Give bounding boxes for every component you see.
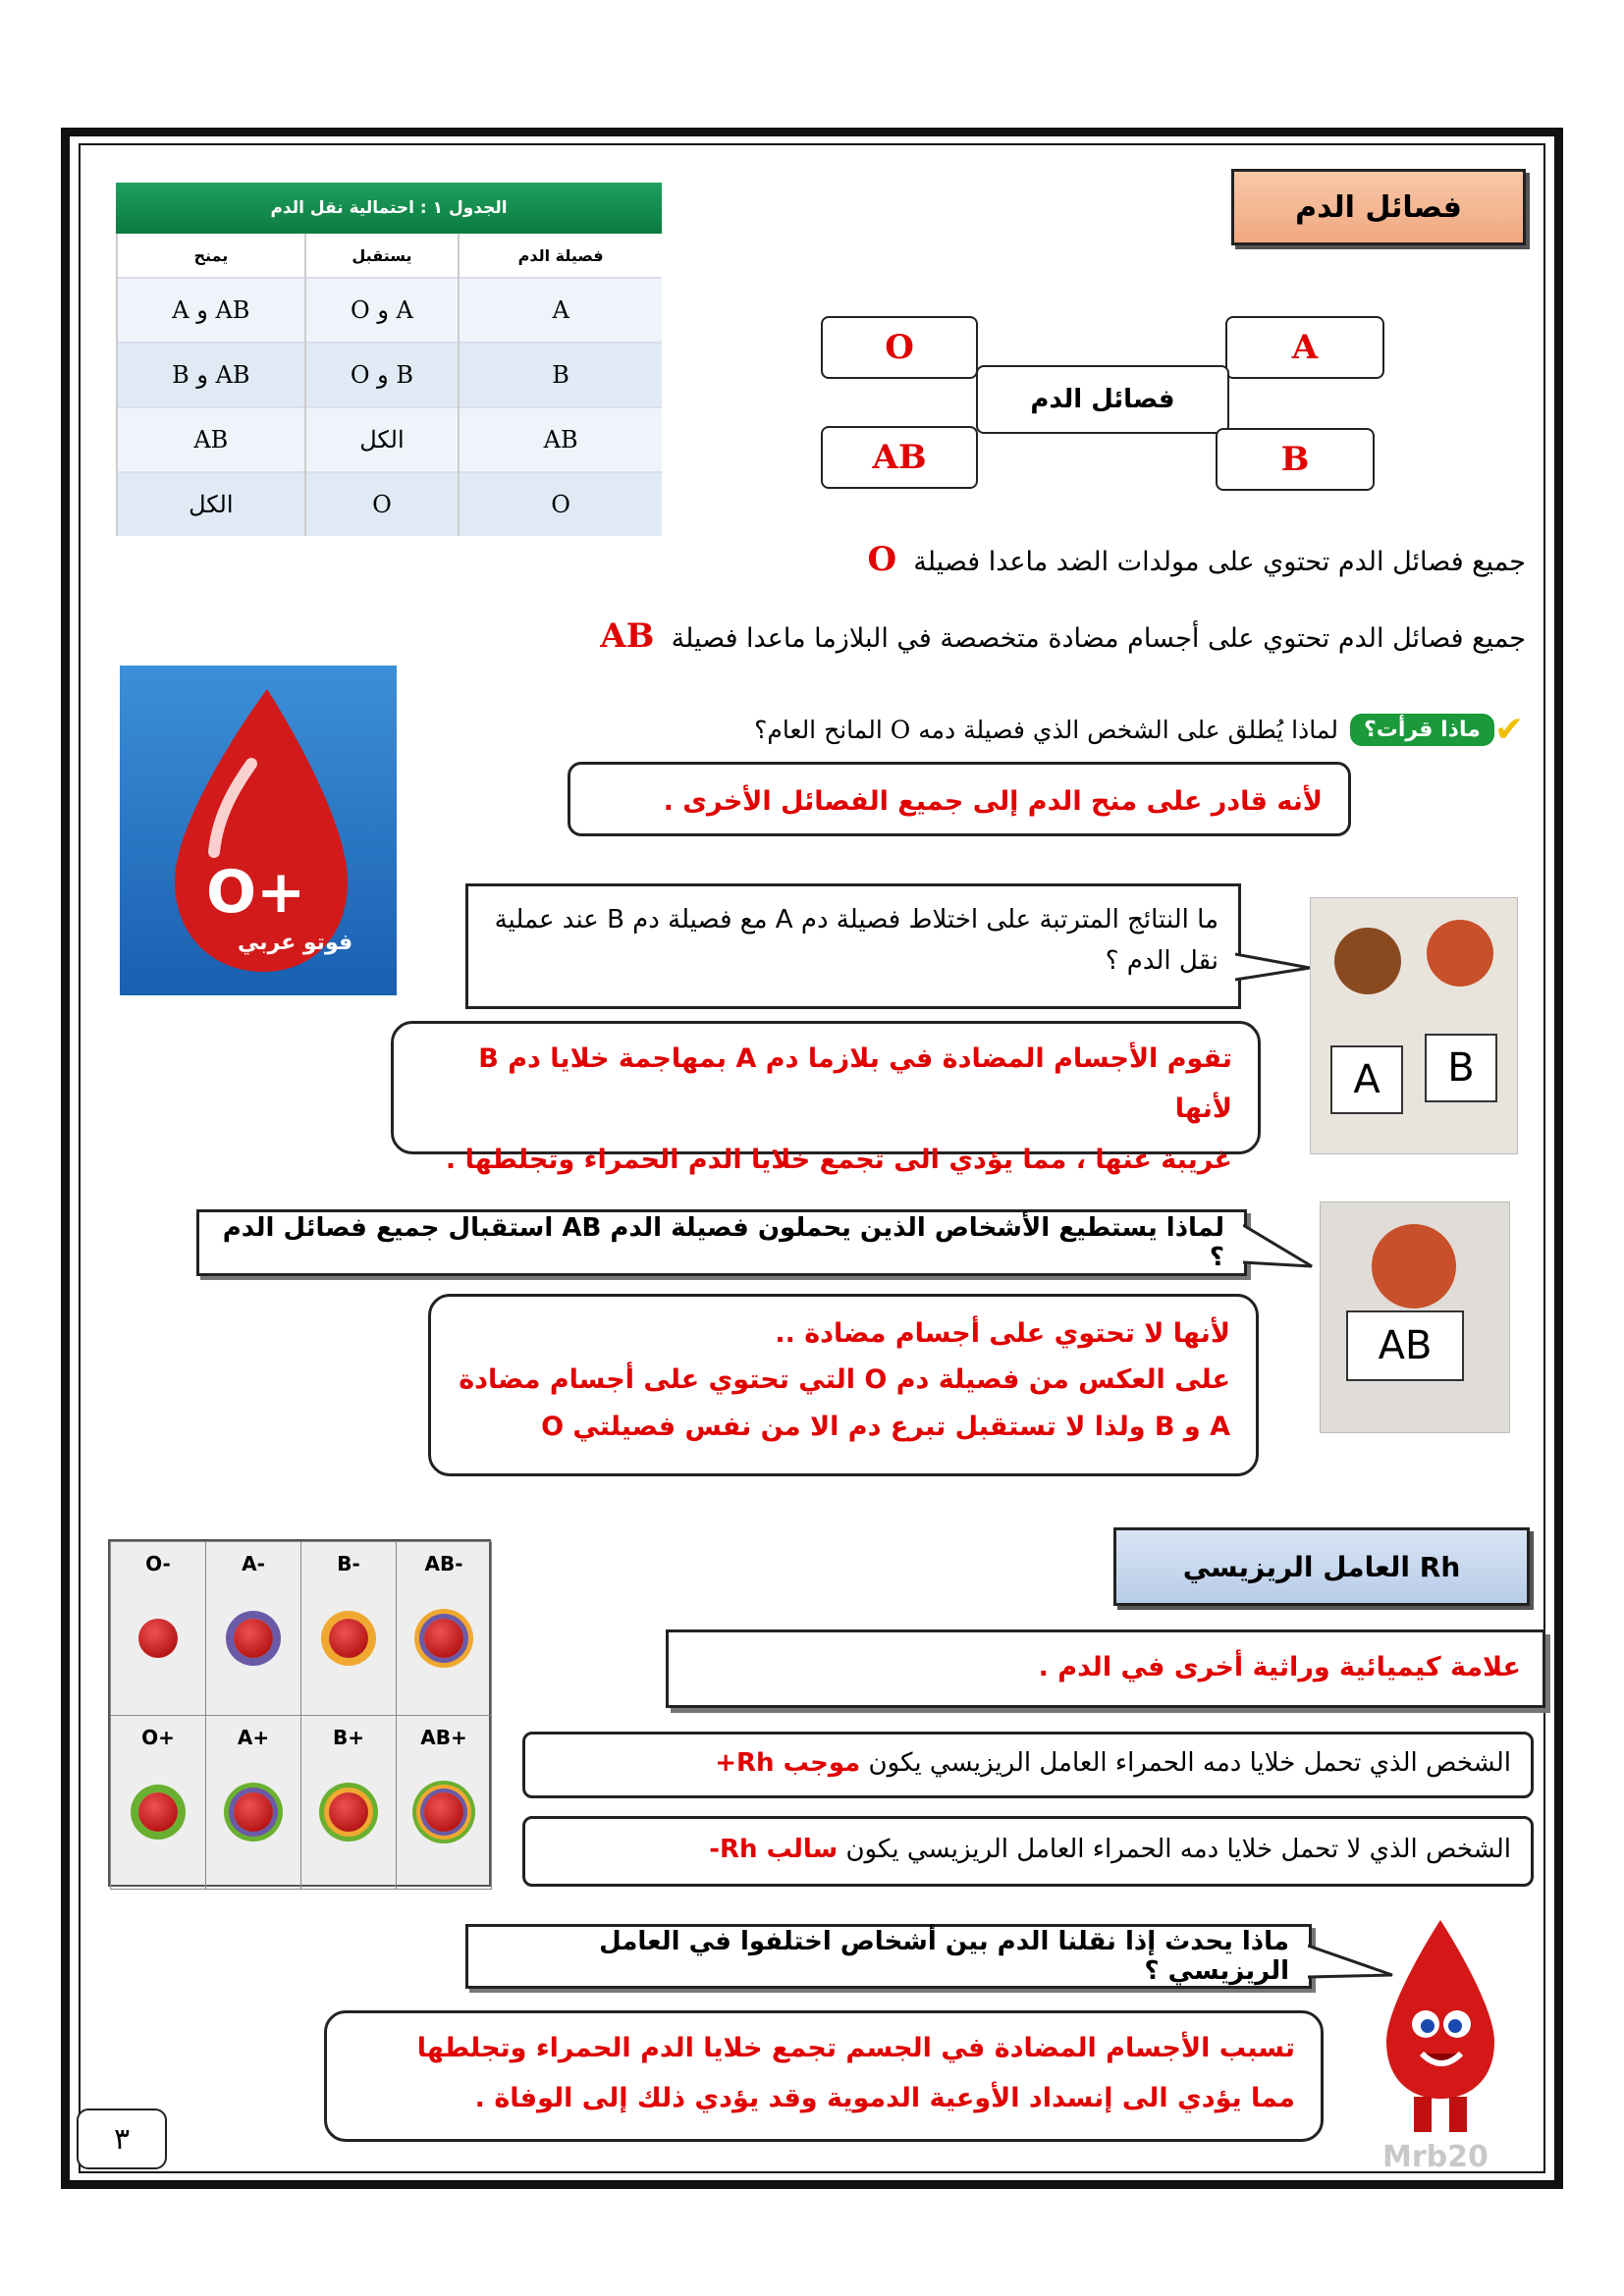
answer-line: غريبة عنها ، مما يؤدي الى تجمع خلايا الدم الحمراء وتجلطها . [445,1144,1232,1175]
rh-section-title: العامل الريزيسي Rh [1113,1527,1530,1606]
table-row [117,407,662,472]
rh-negative [522,1816,1534,1887]
cell-label: B+ [332,1726,364,1749]
transfusion-table [116,183,662,526]
table-cell: الكل [305,407,460,472]
answer-line: على العكس من فصيلة دم O التي تحتوي على أجسام مضادة [459,1364,1230,1396]
table-cell: AB [117,407,305,472]
reading-check-badge: ماذا قرأت؟ [1350,714,1494,746]
table-cell: B [459,343,662,407]
table-title: الجدول ١ : احتمالية نقل الدم [116,183,662,234]
rh-positive-text: الشخص الذي تحمل خلايا دمه الحمراء العامل الريزيسي يكون [868,1748,1511,1778]
table-cell: AB و A [117,278,305,343]
blood-type-ab: AB [821,426,978,489]
cell-label: AB- [424,1552,463,1575]
answer-line: A و B ولذا لا تستقبل تبرع دم الا من نفس فصيلتي O [541,1411,1230,1442]
grid-cell [110,1541,206,1716]
table-cell: O [305,472,460,536]
grid-cell [205,1715,301,1890]
q1-answer [391,1021,1261,1175]
kid-ab-illustration [1320,1201,1510,1433]
table-cell: A [459,278,662,343]
statement-text: جميع فصائل الدم تحتوي على مولدات الضد ماعدا فصيلة [913,547,1526,577]
blood-drop-mascot-icon [1367,1914,1514,2140]
card-ab: AB [1346,1310,1464,1381]
blood-type-a: A [1225,316,1384,379]
table-cell: O [459,472,662,536]
q2-pointer [1243,1223,1316,1272]
drop-label: O+ [206,858,306,927]
grid-cell [300,1715,397,1890]
cell-label: B- [337,1552,360,1575]
check-icon: ✔ [1493,709,1524,750]
card-a: A [1330,1045,1403,1114]
cell-label: A+ [237,1726,270,1749]
rh-definition: علامة كيميائية وراثية أخرى في الدم . [666,1629,1545,1708]
answer-line: تقوم الأجسام المضادة في بلازما دم A بمهاجمة خلايا دم B لأنها [478,1043,1232,1125]
rh-negative-text: الشخص الذي لا تحمل خلايا دمه الحمراء العامل الريزيسي يكون [845,1835,1511,1864]
grid-cell [110,1715,206,1890]
statement-text: جميع فصائل الدم تحتوي على أجسام مضادة متخصصة في البلازما ماعدا فصيلة [671,623,1526,654]
rh-blood-cells-grid [108,1539,491,1887]
statement-highlight: AB [600,616,655,656]
answer-line: لأنها لا تحتوي على أجسام مضادة .. [775,1318,1230,1349]
section-title: فصائل الدم [1231,169,1526,245]
rh-positive [522,1732,1534,1798]
grid-cell [396,1541,492,1716]
statement-highlight: O [867,540,897,579]
blood-drop-image [120,666,397,995]
q1-question: ما النتائج المترتبة على اختلاط فصيلة دم A مع فصيلة دم B عند عملية نقل الدم ؟ [465,883,1241,1009]
cell-label: A- [242,1552,265,1575]
table-cell: B و O [305,343,460,407]
q2-question: لماذا يستطيع الأشخاص الذين يحملون فصيلة الدم AB استقبال جميع فصائل الدم ؟ [196,1209,1247,1276]
card-b: B [1425,1034,1497,1102]
rh-negative-highlight: سالب Rh- [709,1835,839,1864]
grid-cell [300,1541,397,1716]
drop-caption: فوتو عربي [238,931,353,955]
table-cell: AB [459,407,662,472]
statement-antibodies [446,616,1526,656]
answer-line: تسبب الأجسام المضادة في الجسم تجمع خلايا الدم الحمراء وتجلطها [416,2033,1295,2063]
reading-check [738,705,1524,754]
statement-antigens [495,540,1526,579]
cell-label: O- [145,1552,171,1575]
table-header: يستقبل [305,234,460,278]
cell-label: O+ [141,1726,175,1749]
table-row [117,343,662,407]
grid-cell [396,1715,492,1890]
cell-label: AB+ [420,1726,467,1749]
grid-cell [205,1541,301,1716]
blood-type-o: O [821,316,978,379]
table-cell: الكل [117,472,305,536]
watermark: Mrb20 [1382,2140,1489,2174]
table-header: فصيلة الدم [459,234,662,278]
table-cell: AB و B [117,343,305,407]
table-header: يمنح [117,234,305,278]
q3-question: ماذا يحدث إذا نقلنا الدم بين أشخاص اختلفوا في العامل الريزيسي ؟ [465,1924,1312,1989]
reading-check-answer: لأنه قادر على منح الدم إلى جميع الفصائل الأخرى . [568,762,1351,836]
table-cell: A و O [305,278,460,343]
rh-positive-highlight: موجب Rh+ [715,1748,861,1778]
kids-illustration [1310,897,1518,1154]
table-row [117,472,662,536]
q1-pointer [1235,950,1314,989]
q2-answer [428,1294,1259,1476]
page-number: ٣ [77,2109,167,2169]
blood-type-b: B [1216,428,1375,491]
diagram-center: فصائل الدم [976,365,1229,434]
reading-check-question: لماذا يُطلق على الشخص الذي فصيلة دمه O المانح العام؟ [754,715,1338,744]
table-row [117,278,662,343]
answer-line: مما يؤدي الى إنسداد الأوعية الدموية وقد يؤدي ذلك إلى الوفاة . [474,2083,1295,2114]
q3-answer [324,2010,1324,2142]
